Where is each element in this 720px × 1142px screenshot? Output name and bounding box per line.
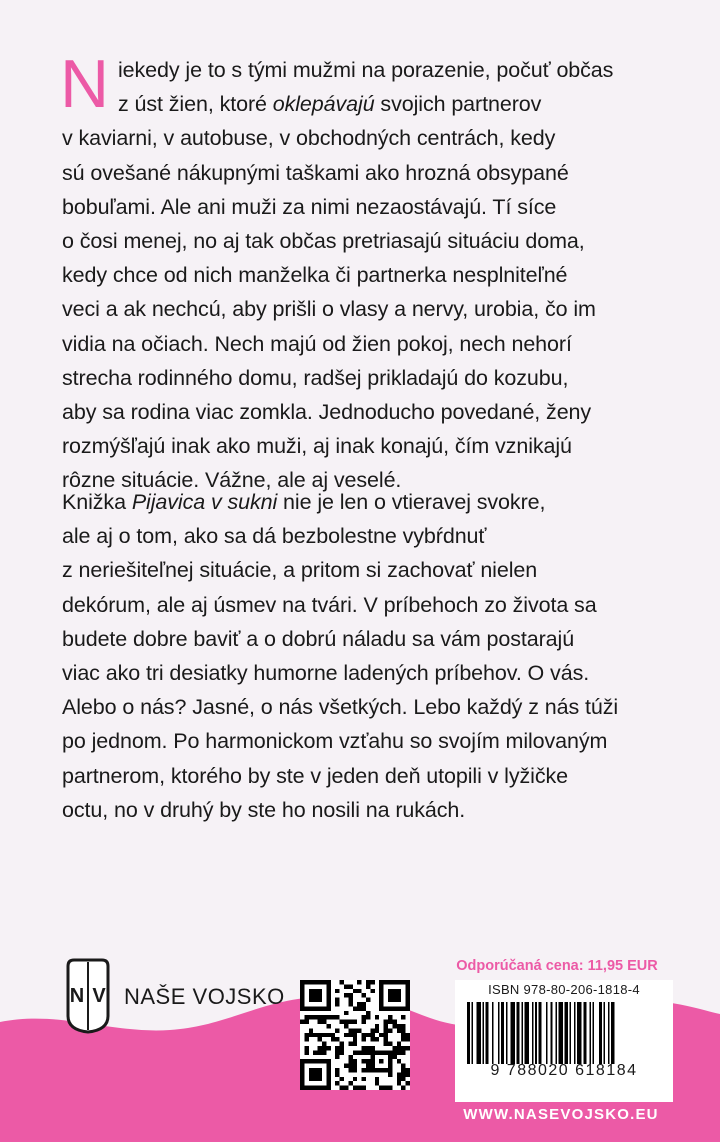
text-line: aby sa rodina viac zomkla. Jednoducho povedané, ženy — [62, 399, 592, 424]
text-line: kedy chce od nich manželka či partnerka nesplniteľné — [62, 263, 568, 288]
website-url: WWW.NASEVOJSKO.EU — [463, 1106, 659, 1123]
text-line: Knižka Pijavica v sukni nie je len o vtieravej svokre, — [62, 490, 546, 514]
text-line: ale aj o tom, ako sa dá bezbolestne vybŕdnuť — [62, 524, 487, 549]
text-line: iekedy je to s tými mužmi na porazenie, počuť občas — [118, 58, 614, 82]
blurb-paragraph-2 — [62, 485, 677, 827]
text-line: viac ako tri desiatky humorne ladených príbehov. O vás. — [62, 660, 590, 685]
logo-letter-n: N — [69, 985, 85, 1007]
text-line: partnerom, ktorého by ste v jeden deň utopili v lyžičke — [62, 763, 568, 788]
publisher-name: NAŠE VOJSKO — [124, 984, 285, 1009]
isbn-digits: 9 788020 618184 — [490, 1062, 638, 1079]
text-line: v kaviarni, v autobuse, v obchodných centrách, kedy — [62, 126, 556, 151]
text-line: sú ovešané nákupnými taškami ako hrozná obsypané — [62, 160, 569, 185]
qr-code — [300, 980, 410, 1090]
text-line: o čosi menej, no aj tak občas pretriasajú situáciu doma, — [62, 228, 585, 253]
publisher-logo — [62, 958, 114, 1034]
text-line: budete dobre baviť a o dobrú náladu sa vám postarajú — [62, 626, 575, 651]
text-line: po jednom. Po harmonickom vzťahu so svojím milovaným — [62, 729, 608, 754]
text-line: rôzne situácie. Vážne, ale aj veselé. — [62, 468, 402, 493]
text-line: veci a ak nechcú, aby prišli o vlasy a nervy, urobia, čo im — [62, 297, 596, 322]
text-line: octu, no v druhý by ste ho nosili na rukách. — [62, 797, 466, 822]
isbn-label: ISBN 978-80-206-1818-4 — [488, 982, 640, 997]
text-line: rozmýšľajú inak ako muži, aj inak konajú, čím vznikajú — [62, 434, 572, 459]
drop-cap: N — [60, 46, 110, 122]
text-line: Alebo o nás? Jasné, o nás všetkých. Lebo každý z nás túži — [62, 695, 619, 720]
text-line: bobuľami. Ale ani muži za nimi nezaostávajú. Tí síce — [62, 194, 557, 219]
text-line: vidia na očiach. Nech majú od žien pokoj, nech nehorí — [62, 331, 572, 356]
text-line: z neriešiteľnej situácie, a pritom si zachovať nielen — [62, 558, 538, 583]
blurb-paragraph-1 — [60, 46, 677, 497]
text-line: z úst žien, ktoré oklepávajú svojich partnerov — [118, 92, 542, 117]
logo-letter-v: V — [92, 985, 106, 1007]
isbn-barcode — [455, 980, 673, 1102]
text-line: dekórum, ale aj úsmev na tvári. V príbehoch zo života sa — [62, 592, 597, 617]
text-line: strecha rodinného domu, radšej prikladajú do kozubu, — [62, 365, 569, 390]
price-label: Odporúčaná cena: 11,95 EUR — [456, 958, 658, 974]
